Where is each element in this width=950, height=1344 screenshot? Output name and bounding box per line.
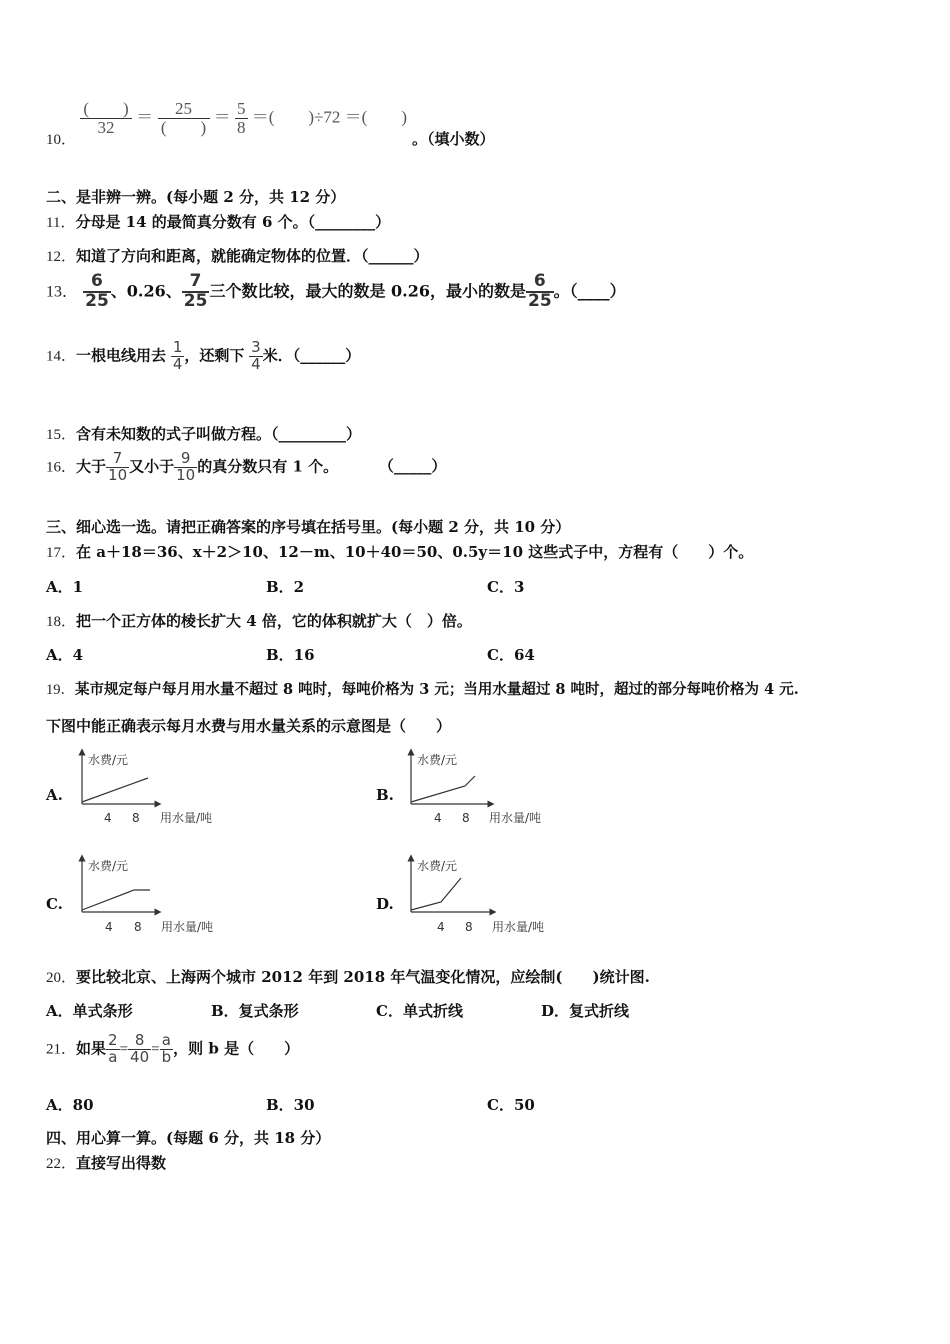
q12-text: 知道了方向和距离，就能确定物体的位置．（______）: [76, 247, 429, 265]
q16-f2-numerator: 9: [180, 449, 191, 467]
q10-fraction-2: [158, 100, 210, 137]
q14-f1-numerator: 1: [172, 338, 183, 356]
q21-fraction-1: [106, 1033, 120, 1066]
q13-mid2: 三个数比较，最大的数是 0.26，最小的数是: [209, 281, 526, 301]
q20-option-a[interactable]: A．单式条形: [46, 1002, 133, 1020]
q21-fraction-3: [160, 1033, 174, 1066]
q19-graph-a[interactable]: [74, 748, 234, 832]
q22: [46, 1152, 166, 1173]
q19-graph-d[interactable]: [403, 854, 563, 938]
section-2-title: 二、是非辨一辨。(每小题 2 分，共 12 分）: [46, 188, 346, 206]
q20-option-b[interactable]: B．复式条形: [211, 1002, 299, 1020]
q21: [46, 1033, 299, 1066]
q19-graph-d-x-label: 用水量/吨: [492, 920, 545, 934]
q13-f1-numerator: 6: [91, 271, 103, 291]
q21-f3-numerator: a: [161, 1031, 171, 1049]
q13-f1-denominator: 25: [85, 290, 109, 311]
q19-label-b[interactable]: B.: [376, 786, 394, 804]
q17-option-c[interactable]: C．3: [487, 578, 525, 596]
q13-f3-numerator: 6: [533, 271, 546, 291]
q19-text: 某市规定每户每月用水量不超过 8 吨时，每吨价格为 3 元；当用水量超过 8 吨时，超过的部分每吨价格为 4 元.: [75, 681, 799, 698]
q19-graph-b-x-label: 用水量/吨: [489, 811, 542, 825]
q10-number: 10．: [46, 132, 77, 148]
q10-f3-denominator: 8: [237, 117, 246, 137]
q14-fraction-1: [171, 340, 185, 373]
q19-text-2: 下图中能正确表示每月水费与用水量关系的示意图是（ ）: [46, 717, 452, 735]
q17-option-a[interactable]: A．1: [46, 578, 84, 596]
q19-graph-a-line: [82, 778, 148, 802]
q19-graph-d-line: [411, 878, 461, 910]
q13: [46, 273, 626, 311]
q16-f2-denominator: 10: [176, 465, 196, 484]
q12-number: 12．: [46, 249, 77, 265]
q15-text: 含有未知数的式子叫做方程。（_________）: [76, 425, 362, 443]
q13-f2-numerator: 7: [189, 271, 202, 291]
section-4-title: 四、用心算一算。(每题 6 分，共 18 分）: [46, 1129, 331, 1147]
q19-label-a[interactable]: A.: [46, 786, 63, 804]
q11: [46, 211, 390, 232]
q10-note: 。（填小数）: [412, 130, 495, 148]
q18-number: 18．: [46, 614, 77, 630]
q21-text-2: ，则 b 是（ ）: [173, 1039, 300, 1058]
q13-number: 13．: [46, 283, 79, 301]
q21-fraction-2: [128, 1033, 151, 1066]
q14-number: 14．: [46, 348, 77, 365]
q10-equals-2: ＝: [213, 107, 231, 127]
q21-number: 21．: [46, 1041, 77, 1058]
q18-text: 把一个正方体的棱长扩大 4 倍，它的体积就扩大（ ）倍。: [76, 612, 472, 630]
q12: [46, 245, 429, 266]
section-3-title: 三、细心选一选。请把正确答案的序号填在括号里。(每小题 2 分，共 10 分）: [46, 518, 571, 536]
q11-text: 分母是 14 的最简真分数有 6 个。（________）: [75, 213, 391, 231]
q17: [46, 541, 753, 562]
q10-expression: [80, 100, 407, 137]
q13-mid1: 、0.26、: [110, 281, 182, 301]
q19-graph-a-y-label: 水费/元: [88, 753, 129, 767]
q19-label-c[interactable]: C.: [46, 895, 63, 913]
q20-option-d[interactable]: D．复式折线: [541, 1002, 630, 1020]
q19-graph-c-line: [82, 890, 150, 910]
q19-graph-d-tick-8: 8: [465, 920, 473, 934]
q11-number: 11．: [46, 215, 76, 231]
q21-f2-numerator: 8: [134, 1031, 145, 1049]
q19-graph-a-x-label: 用水量/吨: [160, 811, 213, 825]
q18-option-a[interactable]: A．4: [46, 646, 84, 664]
q19-graph-b[interactable]: [403, 748, 563, 832]
q19-graph-d-y-label: 水费/元: [417, 859, 458, 873]
q16: [46, 451, 446, 484]
q21-f1-denominator: a: [106, 1049, 120, 1066]
q19-graph-b-line: [411, 776, 475, 802]
q19-graph-c-tick-8: 8: [134, 920, 142, 934]
q19-graph-b-tick-8: 8: [462, 811, 470, 825]
q19-graph-c-x-label: 用水量/吨: [161, 920, 214, 934]
q19-graph-d-tick-4: 4: [437, 920, 445, 934]
q10-equals-1: ＝: [136, 107, 154, 127]
q19-graph-a-tick-8: 8: [132, 811, 140, 825]
q20-number: 20．: [46, 970, 77, 986]
q10-f1-denominator: 32: [80, 118, 132, 137]
q18-option-b[interactable]: B．16: [266, 646, 315, 664]
q21-equals-1: =: [119, 1041, 129, 1058]
q22-text: 直接写出得数: [76, 1154, 167, 1172]
q10-f2-denominator: ( ): [158, 118, 210, 137]
q21-option-c[interactable]: C．50: [487, 1096, 535, 1114]
q21-option-a[interactable]: A．80: [46, 1096, 94, 1114]
q14-f2-numerator: 3: [251, 338, 261, 356]
q14: [46, 340, 360, 373]
q21-f1-numerator: 2: [108, 1031, 118, 1049]
q13-f2-denominator: 25: [183, 290, 208, 311]
q13-f3-denominator: 25: [527, 290, 552, 311]
q13-fraction-3: [526, 273, 554, 311]
q10-f2-numerator: 25: [175, 99, 192, 118]
q20-option-c[interactable]: C．单式折线: [376, 1002, 463, 1020]
q16-fraction-2: [174, 451, 197, 484]
q20: [46, 966, 650, 987]
q21-text-1: 如果: [76, 1039, 107, 1058]
q21-option-b[interactable]: B．30: [266, 1096, 315, 1114]
q17-number: 17．: [46, 545, 77, 561]
q18: [46, 610, 472, 631]
q15-number: 15．: [46, 427, 77, 443]
q19-number: 19．: [46, 682, 75, 698]
q14-f1-denominator: 4: [172, 354, 183, 373]
q19-graph-c-tick-4: 4: [105, 920, 113, 934]
q21-f3-denominator: b: [161, 1047, 172, 1066]
q19-graph-b-y-label: 水费/元: [417, 753, 458, 767]
q13-fraction-2: [182, 273, 210, 311]
q14-f2-denominator: 4: [251, 354, 261, 373]
q19-graph-c-y-label: 水费/元: [88, 859, 129, 873]
q15: [46, 423, 361, 444]
q17-text: 在 a＋18＝36、x＋2＞10、12－m、10＋40＝50、0.5y＝10 这些式子中，方程有（ ）个。: [76, 543, 754, 561]
q16-text-2: 又小于: [129, 457, 175, 476]
q16-f1-denominator: 10: [108, 465, 128, 484]
q16-f1-numerator: 7: [112, 449, 123, 467]
q10-fraction-1: [80, 100, 132, 137]
q18-option-c[interactable]: C．64: [487, 646, 535, 664]
q19: [46, 678, 799, 699]
q13-fraction-1: [83, 273, 111, 311]
q16-fraction-1: [106, 451, 129, 484]
q10-f3-numerator: 5: [237, 99, 246, 118]
q19-graph-c[interactable]: [74, 854, 234, 938]
q10-tail: ＝( )÷72 ＝( ): [251, 107, 407, 127]
q14-text-1: 一根电线用去: [76, 346, 167, 365]
q14-text-2: ，还剩下: [184, 346, 245, 365]
q14-text-3: 米．（______）: [262, 346, 361, 365]
q19-graph-a-tick-4: 4: [104, 811, 112, 825]
q13-tail: 。（____）: [553, 281, 626, 301]
q14-fraction-2: [249, 340, 263, 373]
q10-f1-numerator: ( ): [83, 99, 129, 118]
q19-label-d[interactable]: D.: [376, 895, 394, 913]
q16-text-1: 大于: [76, 457, 107, 476]
q21-f2-denominator: 40: [130, 1047, 150, 1066]
q17-option-b[interactable]: B．2: [266, 578, 305, 596]
q16-text-3: 的真分数只有 1 个。: [197, 457, 339, 476]
q21-equals-2: =: [151, 1041, 160, 1058]
q19-graph-b-tick-4: 4: [434, 811, 442, 825]
q16-number: 16．: [46, 459, 77, 476]
q16-answer-blank: （_____）: [378, 457, 447, 476]
q20-text: 要比较北京、上海两个城市 2012 年到 2018 年气温变化情况，应绘制( )统计图.: [76, 968, 650, 986]
q10-fraction-3: [235, 100, 248, 137]
q22-number: 22．: [46, 1156, 77, 1172]
